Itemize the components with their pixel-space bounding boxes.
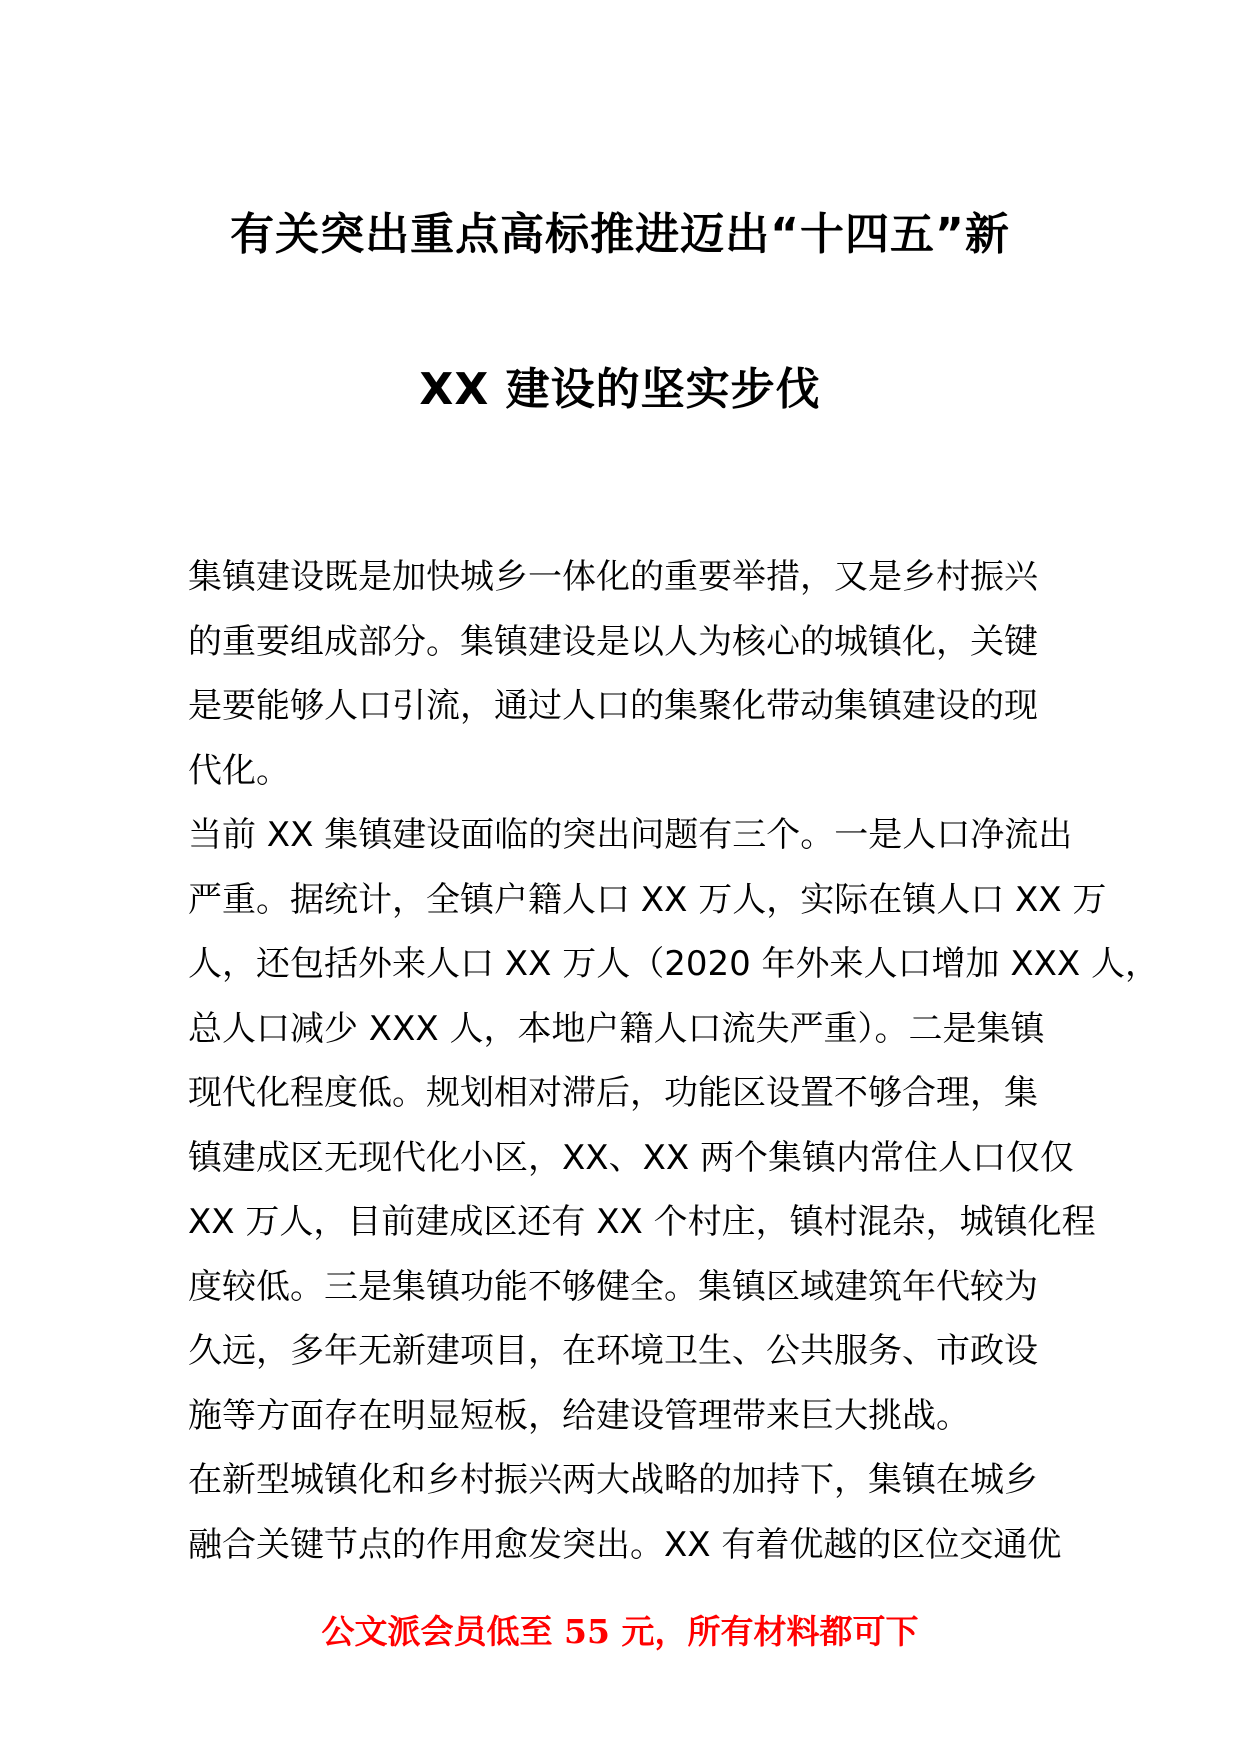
body-line: 当前 XX 集镇建设面临的突出问题有三个。一是人口净流出 bbox=[188, 815, 1073, 855]
body-line: 融合关键节点的作用愈发突出。XX 有着优越的区位交通优 bbox=[188, 1524, 1062, 1565]
body-line: 集镇建设既是加快城乡一体化的重要举措，又是乡村振兴 bbox=[188, 557, 1038, 597]
body-line: 是要能够人口引流，通过人口的集聚化带动集镇建设的现 bbox=[188, 686, 1038, 726]
footer-promo-text: 公文派会员低至 55 元，所有材料都可下 bbox=[321, 1612, 919, 1651]
document-body bbox=[188, 545, 1160, 1577]
body-line: 在新型城镇化和乡村振兴两大战略的加持下，集镇在城乡 bbox=[188, 1460, 1038, 1500]
body-line: 总人口减少 XXX 人，本地户籍人口流失严重）。二是集镇 bbox=[188, 1008, 1045, 1049]
body-line: 现代化程度低。规划相对滞后，功能区设置不够合理，集 bbox=[188, 1073, 1038, 1113]
body-line: XX 万人，目前建成区还有 XX 个村庄，镇村混杂，城镇化程 bbox=[188, 1202, 1096, 1242]
body-line: 的重要组成部分。集镇建设是以人为核心的城镇化，关键 bbox=[188, 621, 1038, 662]
body-line: 度较低。三是集镇功能不够健全。集镇区域建筑年代较为 bbox=[188, 1266, 1038, 1307]
body-line: 代化。 bbox=[188, 750, 290, 791]
body-line: 镇建成区无现代化小区，XX、XX 两个集镇内常住人口仅仅 bbox=[188, 1137, 1074, 1178]
document-title-line-2: XX 建设的坚实步伐 bbox=[419, 364, 821, 415]
body-line: 人，还包括外来人口 XX 万人（2020 年外来人口增加 XXX 人， bbox=[188, 944, 1160, 984]
body-line: 久远，多年无新建项目，在环境卫生、公共服务、市政设 bbox=[188, 1331, 1038, 1371]
body-line: 施等方面存在明显短板，给建设管理带来巨大挑战。 bbox=[188, 1395, 970, 1436]
body-line: 严重。据统计，全镇户籍人口 XX 万人，实际在镇人口 XX 万 bbox=[188, 879, 1107, 920]
document-title-line-1: 有关突出重点高标推进迈出“十四五”新 bbox=[230, 209, 1010, 260]
